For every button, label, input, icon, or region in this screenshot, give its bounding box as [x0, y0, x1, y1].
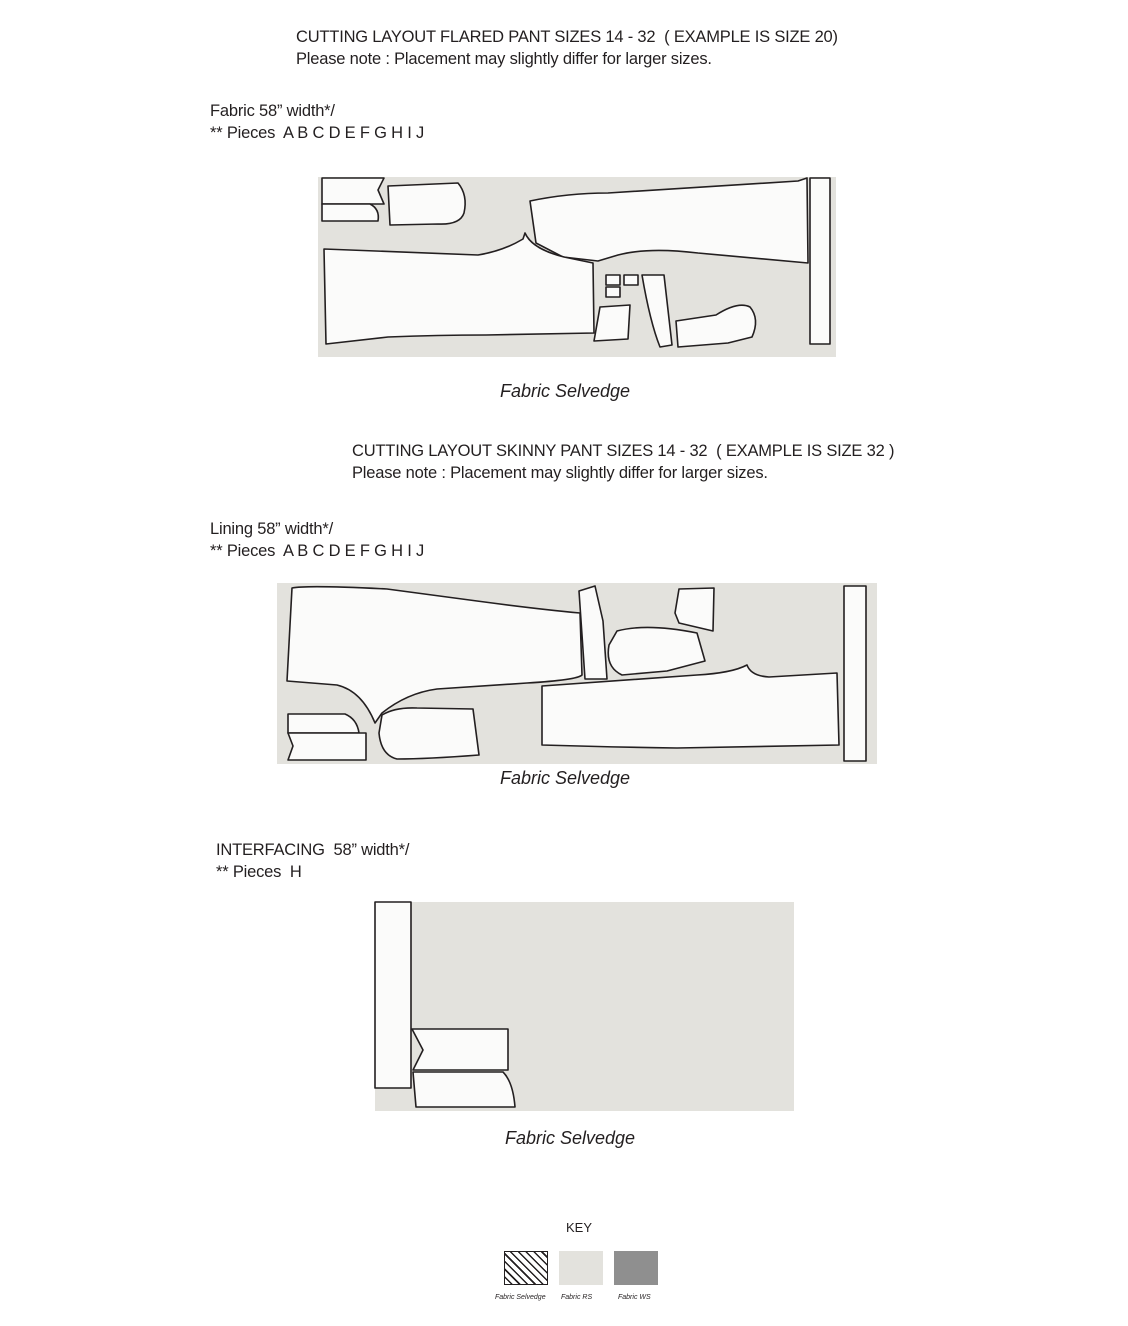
pattern-piece	[413, 1072, 515, 1107]
skinny-pattern-pieces	[277, 583, 877, 764]
skinny-layout-title: CUTTING LAYOUT SKINNY PANT SIZES 14 - 32 ( EXAMPLE IS SIZE 32 )	[352, 442, 895, 460]
pattern-piece	[608, 627, 705, 675]
flared-layout-title: CUTTING LAYOUT FLARED PANT SIZES 14 - 32 ( EXAMPLE IS SIZE 20)	[296, 28, 838, 46]
pattern-piece	[412, 1029, 508, 1070]
pattern-piece	[606, 275, 620, 285]
pattern-piece	[388, 183, 465, 225]
skinny-pieces-label: ** Pieces A B C D E F G H I J	[210, 542, 425, 560]
key-swatch-ws	[614, 1251, 658, 1285]
skinny-layout-note: Please note : Placement may slightly differ for larger sizes.	[352, 464, 768, 482]
flared-fabric-label: Fabric 58” width*/	[210, 102, 335, 120]
key-label-ws: Fabric WS	[618, 1294, 651, 1301]
flared-layout-note: Please note : Placement may slightly differ for larger sizes.	[296, 50, 712, 68]
pattern-piece	[375, 902, 411, 1088]
key-swatch-selvedge	[504, 1251, 548, 1285]
skinny-selvedge-label: Fabric Selvedge	[500, 768, 631, 788]
key-swatch-rs	[559, 1251, 603, 1285]
key-label-selvedge: Fabric Selvedge	[495, 1294, 546, 1301]
pattern-piece	[810, 178, 830, 344]
pattern-piece	[579, 586, 607, 679]
flared-pattern-pieces	[318, 177, 836, 357]
pattern-piece	[675, 588, 714, 631]
pattern-piece	[624, 275, 638, 285]
flared-selvedge-label: Fabric Selvedge	[500, 381, 631, 401]
interfacing-fabric-label: INTERFACING 58” width*/	[216, 841, 410, 859]
pattern-piece	[642, 275, 672, 347]
interfacing-pieces-label: ** Pieces H	[216, 863, 302, 881]
pattern-piece	[594, 305, 630, 341]
pattern-piece	[287, 587, 582, 723]
pattern-piece	[322, 204, 378, 221]
pattern-piece	[844, 586, 866, 761]
skinny-fabric-label: Lining 58” width*/	[210, 520, 333, 538]
pattern-piece	[676, 305, 756, 347]
interfacing-pattern-pieces	[375, 902, 794, 1111]
pattern-piece	[288, 733, 366, 760]
pattern-piece	[606, 287, 620, 297]
key-title: KEY	[566, 1220, 593, 1235]
flared-pieces-label: ** Pieces A B C D E F G H I J	[210, 124, 425, 142]
pattern-piece	[379, 708, 479, 759]
pattern-piece	[322, 178, 384, 204]
pattern-piece	[288, 714, 359, 733]
interfacing-selvedge-label: Fabric Selvedge	[505, 1128, 636, 1148]
pattern-piece	[530, 178, 808, 263]
key-label-rs: Fabric RS	[561, 1294, 593, 1301]
